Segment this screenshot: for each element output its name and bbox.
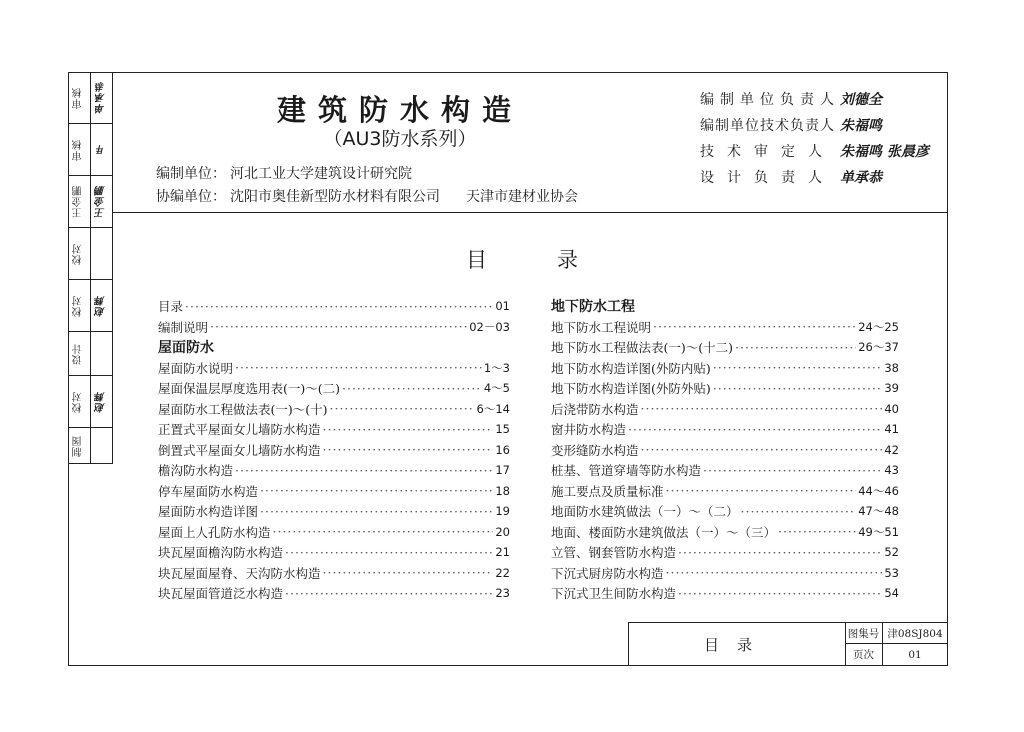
- toc-entry-title: 屋面防水工程做法表(一)～(十): [158, 401, 328, 417]
- toc-entry-page: 42: [884, 442, 899, 457]
- sidebar-label: 审核: [73, 138, 84, 161]
- toc-entry-page: 02－03: [469, 319, 510, 334]
- sidebar-cell-8: [68, 428, 113, 464]
- toc-dot-leader: [678, 545, 882, 560]
- toc-dot-leader: [210, 319, 467, 334]
- toc-dot-leader: [342, 381, 482, 396]
- sidebar-label: 设计: [73, 342, 84, 365]
- toc-entry-title: 桩基、管道穿墙等防水构造: [551, 463, 702, 479]
- responsibility-list: [700, 86, 930, 190]
- toc-entry-title: 地面防水建筑做法（一）～（二）: [551, 504, 739, 520]
- toc-entry-title: 地面、楼面防水建筑做法（一）～（三）: [551, 524, 777, 540]
- sidebar-signature: 赵辉: [95, 294, 107, 317]
- toc-entry-page: 15: [495, 422, 510, 437]
- toc-entry-page: 24～25: [858, 319, 899, 334]
- toc-entry-page: 41: [884, 422, 899, 437]
- toc-entry-title: 屋面防水说明: [158, 360, 234, 376]
- toc-entry: [551, 542, 899, 563]
- toc-entry: [158, 440, 510, 461]
- toc-entry-title: 倒置式平屋面女儿墙防水构造: [158, 442, 321, 458]
- toc-entry-title: 窗井防水构造: [551, 422, 627, 438]
- toc-entry-page: 6～14: [476, 401, 510, 416]
- sidebar-cell-6: [68, 332, 113, 376]
- sidebar-cell-5: [68, 280, 113, 332]
- toc-entry: [158, 542, 510, 563]
- toc-entry: [551, 501, 899, 522]
- sidebar-signature: 王金鹏: [95, 185, 107, 218]
- toc-entry-title: 地下防水构造详图(外防外贴): [551, 381, 711, 397]
- responsibility-role: 技术审定人: [700, 144, 835, 160]
- toc-entry: [551, 378, 899, 399]
- page-title: 建筑防水构造: [276, 93, 523, 127]
- toc-entry-title: 块瓦屋面屋脊、天沟防水构造: [158, 565, 321, 581]
- toc-dot-leader: [641, 401, 883, 416]
- toc-right-column: [551, 296, 899, 604]
- atlas-number-label: 图集号: [845, 623, 883, 644]
- toc-entry-title: 檐沟防水构造: [158, 463, 234, 479]
- toc-dot-leader: [323, 565, 494, 580]
- toc-entry: [551, 522, 899, 543]
- toc-entry-page: 38: [884, 360, 899, 375]
- sidebar-label: 审核: [73, 86, 84, 109]
- toc-section-heading: 屋面防水: [158, 340, 214, 357]
- responsibility-row: [700, 164, 930, 190]
- page-number: 01: [908, 648, 922, 661]
- sidebar-label: 校对: [73, 242, 84, 265]
- sidebar-label: 校对: [73, 390, 84, 413]
- sidebar-signature: 赵辉: [95, 390, 107, 413]
- toc-entry-title: 屋面上人孔防水构造: [158, 524, 271, 540]
- toc-entry-page: 20: [495, 524, 510, 539]
- compiling-unit: [156, 163, 412, 183]
- toc-entry: [158, 317, 510, 338]
- toc-entry-page: 43: [884, 463, 899, 478]
- toc-entry: [158, 419, 510, 440]
- page-subtitle: （AU3防水系列）: [323, 128, 477, 150]
- toc-entry: [158, 481, 510, 502]
- toc-entry-title: 块瓦屋面檐沟防水构造: [158, 545, 284, 561]
- toc-dot-leader: [653, 319, 856, 334]
- sidebar-bottom-rule: [68, 463, 113, 464]
- toc-entry-page: 40: [884, 401, 899, 416]
- toc-entry-page: 39: [884, 381, 899, 396]
- sidebar-label: 校对: [73, 294, 84, 317]
- toc-entry-title: 变形缝防水构造: [551, 442, 639, 458]
- toc-entry: [158, 563, 510, 584]
- toc-entry: [551, 337, 899, 358]
- toc-dot-leader: [628, 422, 882, 437]
- toc-dot-leader: [778, 524, 856, 539]
- toc-entry-page: 54: [884, 586, 899, 601]
- toc-entry-page: 22: [495, 565, 510, 580]
- toc-dot-leader: [260, 504, 493, 519]
- toc-entry: [158, 522, 510, 543]
- toc-entry-title: 屋面防水构造详图: [158, 504, 259, 520]
- toc-dot-leader: [260, 483, 493, 498]
- responsibility-row: [700, 112, 930, 138]
- toc-dot-leader: [641, 442, 883, 457]
- toc-entry-page: 01: [495, 299, 510, 314]
- responsibility-role: 设计负责人: [700, 170, 835, 186]
- toc-entry-page: 1～3: [483, 360, 510, 375]
- toc-dot-leader: [666, 483, 857, 498]
- toc-entry-page: 19: [495, 504, 510, 519]
- toc-entry: [551, 419, 899, 440]
- toc-entry: [551, 399, 899, 420]
- sidebar-label: 王金鹏: [73, 185, 84, 218]
- toc-entry-title: 下沉式厨房防水构造: [551, 565, 664, 581]
- sidebar-cell-7: [68, 376, 113, 428]
- co-compiling-unit: [156, 186, 578, 206]
- toc-entry: [551, 481, 899, 502]
- signature-sidebar: [68, 72, 113, 464]
- toc-left-column: [158, 296, 510, 604]
- toc-entry-title: 编制说明: [158, 319, 209, 335]
- toc-entry-page: 18: [495, 483, 510, 498]
- toc-entry-title: 屋面保温层厚度选用表(一)～(二): [158, 381, 341, 397]
- compiling-unit-name: 河北工业大学建筑设计研究院: [230, 166, 412, 182]
- toc-dot-leader: [678, 586, 882, 601]
- toc-heading: 目录: [466, 248, 648, 272]
- page-number-label: 页次: [845, 644, 883, 665]
- co-compiling-unit-label: 协编单位：: [156, 189, 226, 205]
- toc-entry-title: 立管、钢套管防水构造: [551, 545, 677, 561]
- toc-entry: [158, 460, 510, 481]
- toc-entry-title: 施工要点及质量标准: [551, 483, 664, 499]
- co-compiling-unit-name-2: 天津市建材业协会: [466, 189, 578, 205]
- toc-entry: [158, 358, 510, 379]
- toc-entry-title: 目录: [158, 299, 184, 315]
- responsibility-signature: 刘德全: [840, 92, 882, 108]
- toc-entry: [158, 583, 510, 604]
- toc-entry: [551, 317, 899, 338]
- toc-entry-page: 23: [495, 586, 510, 601]
- atlas-number: 津08SJ804: [883, 623, 947, 644]
- toc-entry-page: 44～46: [858, 483, 899, 498]
- toc-dot-leader: [713, 360, 883, 375]
- header-divider: [113, 212, 948, 213]
- toc-entry: [158, 501, 510, 522]
- toc-entry-title: 块瓦屋面管道泛水构造: [158, 586, 284, 602]
- toc-entry-page: 16: [495, 442, 510, 457]
- toc-entry-page: 17: [495, 463, 510, 478]
- toc-dot-leader: [285, 586, 493, 601]
- toc-entry-title: 后浇带防水构造: [551, 401, 639, 417]
- toc-entry: [158, 296, 510, 317]
- toc-entry-page: 4～5: [483, 381, 510, 396]
- sidebar-cell-2: [68, 124, 113, 176]
- responsibility-role: 编制单位负责人: [700, 92, 840, 108]
- toc-entry-page: 52: [884, 545, 899, 560]
- toc-dot-leader: [666, 565, 883, 580]
- responsibility-row: [700, 138, 930, 164]
- responsibility-signature: 朱福鸣 张晨彦: [840, 144, 929, 160]
- toc-dot-leader: [323, 442, 494, 457]
- toc-dot-leader: [741, 504, 857, 519]
- toc-entry-page: 49～51: [858, 524, 899, 539]
- toc-entry-page: 53: [884, 565, 899, 580]
- responsibility-role: 编制单位技术负责人: [700, 118, 835, 134]
- co-compiling-unit-name: 沈阳市奥佳新型防水材料有限公司: [230, 189, 440, 205]
- toc-entry-title: 下沉式卫生间防水构造: [551, 586, 677, 602]
- sidebar-signature: 甲: [95, 144, 107, 155]
- toc-dot-leader: [735, 340, 856, 355]
- toc-entry-title: 地下防水工程做法表(一)～(十二): [551, 340, 734, 356]
- toc-dot-leader: [185, 299, 493, 314]
- toc-dot-leader: [330, 401, 475, 416]
- toc-dot-leader: [285, 545, 493, 560]
- toc-dot-leader: [235, 360, 482, 375]
- toc-entry: [551, 583, 899, 604]
- toc-entry: [551, 563, 899, 584]
- toc-dot-leader: [713, 381, 883, 396]
- sidebar-signature: 单承恭: [95, 81, 107, 114]
- toc-dot-leader: [323, 422, 494, 437]
- responsibility-signature: 朱福鸣: [840, 118, 882, 134]
- toc-entry: [158, 399, 510, 420]
- toc-entry: [158, 378, 510, 399]
- sidebar-label: 制图: [73, 435, 84, 457]
- toc-entry-title: 地下防水工程说明: [551, 319, 652, 335]
- toc-entry: [551, 440, 899, 461]
- title-block: [628, 622, 948, 666]
- sidebar-cell-1: [68, 72, 113, 124]
- toc-entry: [551, 460, 899, 481]
- toc-dot-leader: [273, 524, 494, 539]
- toc-entry-page: 47～48: [858, 504, 899, 519]
- title-block-name: 目录: [629, 623, 846, 665]
- toc-dot-leader: [235, 463, 493, 478]
- toc-entry-title: 正置式平屋面女儿墙防水构造: [158, 422, 321, 438]
- toc-dot-leader: [703, 463, 882, 478]
- toc-entry-title: 地下防水构造详图(外防内贴): [551, 360, 711, 376]
- toc-entry-title: 停车屋面防水构造: [158, 483, 259, 499]
- toc-section-heading: 地下防水工程: [551, 299, 635, 316]
- toc-entry-page: 21: [495, 545, 510, 560]
- compiling-unit-label: 编制单位：: [156, 166, 226, 182]
- sidebar-cell-4: [68, 228, 113, 280]
- sidebar-cell-3: [68, 176, 113, 228]
- responsibility-signature: 单承恭: [840, 170, 882, 186]
- responsibility-row: [700, 86, 930, 112]
- toc-entry-page: 26～37: [858, 340, 899, 355]
- toc-entry: [551, 358, 899, 379]
